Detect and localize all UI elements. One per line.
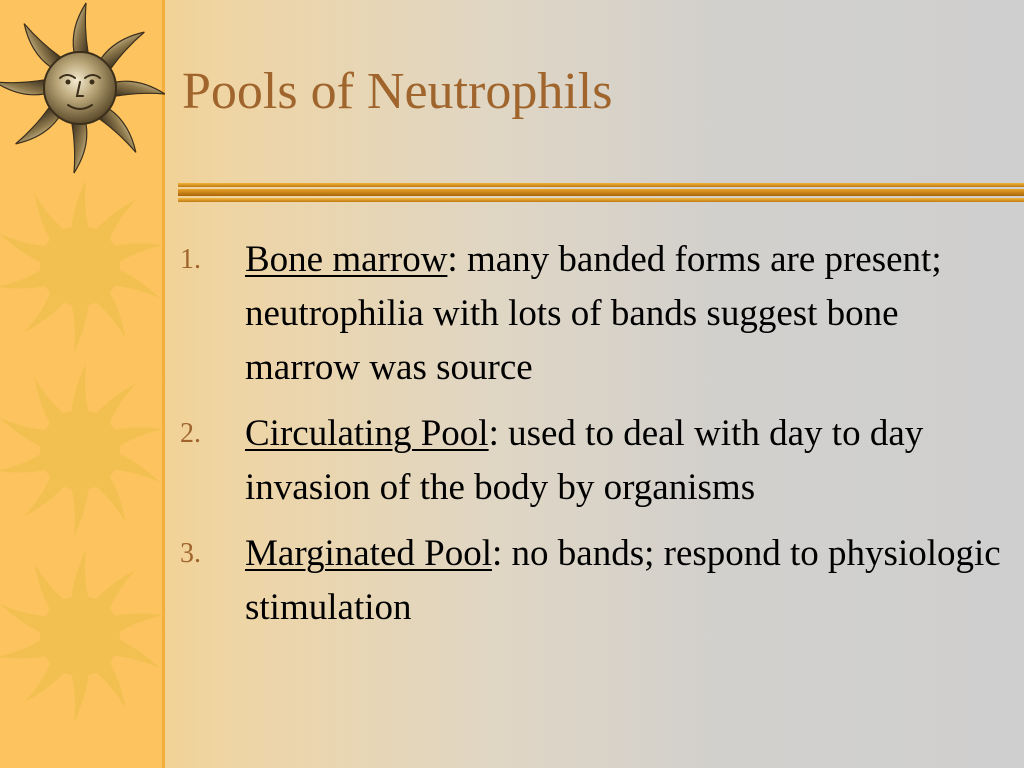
slide-title: Pools of Neutrophils xyxy=(182,63,613,120)
item-term: Circulating Pool xyxy=(245,413,489,454)
item-term: Bone marrow xyxy=(245,239,448,280)
item-body xyxy=(245,407,1020,515)
list-item xyxy=(180,407,1020,515)
item-number: 1. xyxy=(180,244,201,275)
title-divider xyxy=(178,183,1024,205)
list-item xyxy=(180,527,1020,635)
item-number: 2. xyxy=(180,418,201,449)
item-body xyxy=(245,233,1020,395)
divider-line xyxy=(178,198,1024,202)
sun-icon xyxy=(0,178,165,353)
sidebar xyxy=(0,0,165,768)
item-text: : used to deal with day to day invasion of the body by organisms xyxy=(245,413,924,508)
bullet-list xyxy=(180,233,1020,647)
list-item xyxy=(180,233,1020,395)
divider-line xyxy=(178,183,1024,187)
item-body xyxy=(245,527,1020,635)
sun-face-icon xyxy=(0,0,165,175)
item-term: Marginated Pool xyxy=(245,533,492,574)
item-text: : no bands; respond to physiologic stimulation xyxy=(245,533,1001,628)
sun-icon xyxy=(0,548,165,723)
item-number: 3. xyxy=(180,538,201,569)
sun-icon xyxy=(0,362,165,537)
item-text: : many banded forms are present; neutrophilia with lots of bands suggest bone marrow was source xyxy=(245,239,942,388)
divider-line xyxy=(178,189,1024,196)
